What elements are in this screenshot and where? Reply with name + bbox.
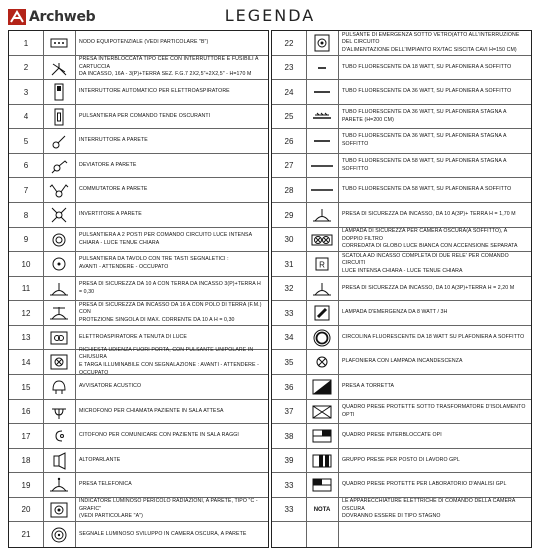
legend-row: [272, 424, 531, 449]
legend-row: [272, 498, 531, 522]
legend-row: [9, 449, 268, 473]
row-description: ELETTROASPIRATORE A TENUTA DI LUCE: [79, 333, 187, 340]
legend-row: [9, 473, 268, 498]
legend-row: [9, 129, 268, 154]
legend-row: [9, 105, 268, 129]
row-description: TUBO FLUORESCENTE DA 36 WATT, SU PLAFONIERA STAGNA A SOFFITTO: [342, 133, 507, 147]
tube-sealed-icon: [306, 105, 339, 128]
tube-mid-icon: [306, 80, 339, 104]
row-number: 28: [272, 178, 307, 202]
legend-row: [272, 80, 531, 105]
tube-mid-icon: [306, 129, 339, 153]
row-number: 19: [9, 473, 44, 497]
row-description: SEGNALE LUMINOSO SVILUPPO IN CAMERA OSCURA, A PARETE: [79, 530, 247, 537]
circle-x-icon: [306, 350, 339, 374]
legend-row: [272, 154, 531, 178]
row-description: INDICATORE LUMINOSO PERICOLO RADIAZIONI, A PARETE, TIPO "C - GRAFIC" (VEDI PARTICOLARE "A"): [79, 498, 258, 520]
circle-dot-icon: [43, 252, 76, 276]
row-description: PRESA DI SICUREZZA DA INCASSO, DA 10 A(3P)+ TERRA H = 1,70 M: [342, 211, 516, 218]
row-number: 3: [9, 80, 44, 104]
deviator-icon: [43, 154, 76, 177]
box-indicator-icon: [43, 498, 76, 521]
row-description: TUBO FLUORESCENTE DA 18 WATT, SU PLAFONIERA A SOFFITTO: [342, 63, 512, 70]
box-x-icon: [306, 400, 339, 423]
row-description: SCATOLA AD INCASSO COMPLETA DI DUE RELE' PER COMANDO CIRCUITI LUCE INTENSA CHIARA - LUCE TENUE CHIARA: [342, 252, 509, 274]
row-number: 16: [9, 400, 44, 423]
phone-socket-icon: [43, 473, 76, 497]
row-number: 2: [9, 56, 44, 79]
row-number: 15: [9, 375, 44, 399]
row-number: 27: [272, 154, 307, 177]
row-description: PRESA DI SICUREZZA DA 10 A CON TERRA DA INCASSO 3(P)+TERRA H = 0,30: [79, 280, 261, 295]
row-description: DEVIATORE A PARETE: [79, 161, 137, 168]
none-icon: [306, 522, 339, 547]
row-number: 25: [272, 105, 307, 128]
row-number: 20: [9, 498, 44, 521]
legend-row: [9, 203, 268, 228]
row-number: 39: [272, 449, 307, 472]
legend-row: [9, 346, 268, 376]
legend-row: [9, 56, 268, 80]
row-description: PULSANTIERA PER COMANDO TENDE OSCURANTI: [79, 112, 211, 119]
legend-row: [272, 375, 531, 400]
row-description: LE APPARECCHIATURE ELETTRICHE DI COMANDO DELLA CAMERA OSCURA DOVRANNO ESSERE DI TIPO STAGNO: [342, 498, 516, 520]
row-number: 32: [272, 277, 307, 300]
tube-long-icon: [306, 178, 339, 202]
box-split-icon: [306, 424, 339, 448]
box-split2-icon: [306, 473, 339, 497]
emergency-lamp-icon: [306, 301, 339, 325]
right-column: [272, 31, 531, 547]
box-infinity-icon: [43, 326, 76, 349]
row-number: 7: [9, 178, 44, 202]
row-number: 8: [9, 203, 44, 227]
microphone-icon: [43, 400, 76, 423]
row-description: [342, 522, 528, 547]
row-number: 12: [9, 301, 44, 325]
legend-row: [9, 228, 268, 252]
row-number: 36: [272, 375, 307, 399]
row-number: 10: [9, 252, 44, 276]
intercom-icon: [43, 424, 76, 448]
row-description: LAMPADA D'EMERGENZA DA 8 WATT / 3H: [342, 309, 448, 316]
box-lamp-icon: [43, 350, 76, 374]
box-double-x-icon: [306, 228, 339, 251]
row-number: 24: [272, 80, 307, 104]
row-description: RICHIESTA UDIENZA FUORI PORTA, CON PULSANTE UNIPOLARE IN CHIUSURA E TARGA ILLUMINABILE CON SEGNALAZIONE : AVANTI - ATTENDERE - OCCUPATO: [79, 346, 259, 376]
legend-row: [9, 522, 268, 547]
row-number: 33: [272, 473, 307, 497]
row-number: 18: [9, 449, 44, 472]
legend-row: [272, 301, 531, 326]
breaker-icon: [43, 80, 76, 104]
buzzer-icon: [43, 375, 76, 399]
row-number: 29: [272, 203, 307, 227]
row-description: TUBO FLUORESCENTE DA 58 WATT, SU PLAFONIERA STAGNA A SOFFITTO: [342, 157, 507, 172]
row-description: PRESA TELEFONICA: [79, 481, 132, 488]
row-number: 4: [9, 105, 44, 128]
speaker-icon: [43, 449, 76, 472]
row-description: MICROFONO PER CHIAMATA PAZIENTE IN SALA ATTESA: [79, 407, 224, 414]
legend-row: [272, 31, 531, 56]
row-description: PRESA A TORRETTA: [342, 383, 395, 390]
row-description: INTERRUTTORE A PARETE: [79, 137, 148, 144]
row-description: PRESA DI SICUREZZA DA INCASSO, DA 10 A(3P)+TERRA H = 2,20 M: [342, 284, 515, 291]
double-ring-icon: [306, 326, 339, 349]
legend-row: [272, 56, 531, 80]
legend-row: [272, 228, 531, 252]
double-circle-icon: [43, 228, 76, 251]
row-number: 23: [272, 56, 307, 79]
row-number: 26: [272, 129, 307, 153]
row-number: 14: [9, 350, 44, 374]
box-half-icon: [306, 375, 339, 399]
legend-row: [272, 105, 531, 129]
row-description: CITOFONO PER COMUNICARE CON PAZIENTE IN SALA RAGGI: [79, 432, 239, 439]
legend-row: [272, 203, 531, 228]
legend-row: [9, 154, 268, 178]
row-description: GRUPPO PRESE PER POSTO DI LAVORO GPL: [342, 456, 460, 463]
row-description: CIRCOLINA FLUORESCENTE DA 18 WATT SU PLAFONIERA A SOFFITTO: [342, 333, 525, 340]
legend-row: [272, 277, 531, 301]
row-description: PULSANTIERA DA TAVOLO CON TRE TASTI SEGNALETICI : AVANTI - ATTENDERE - OCCUPATO: [79, 256, 229, 270]
legend-row: [272, 473, 531, 498]
row-description: COMMUTATORE A PARETE: [79, 186, 148, 193]
legend-row: [272, 252, 531, 277]
row-number: 6: [9, 154, 44, 177]
row-description: ALTOPARLANTE: [79, 456, 121, 463]
legend-row: [272, 178, 531, 203]
interlocked-socket-icon: [43, 56, 76, 79]
row-description: TUBO FLUORESCENTE DA 58 WATT, SU PLAFONIERA A SOFFITTO: [342, 186, 512, 193]
row-description: QUADRO PRESE INTERBLOCCATE OPI: [342, 432, 442, 439]
nota-text: NOTA: [313, 506, 331, 513]
row-number: 31: [272, 252, 307, 276]
row-number: 22: [272, 31, 307, 55]
row-description: PRESA DI SICUREZZA DA INCASSO DA 16 A CON POLO DI TERRA (F.M.) CON PROTEZIONE SINGOLA DI MAX. CORRENTE DA 10 A H = 0,30: [79, 301, 262, 323]
legend-row: [9, 178, 268, 203]
row-number: 30: [272, 228, 307, 251]
row-description: INTERRUTTORE AUTOMATICO PER ELETTROASPIRATORE: [79, 88, 230, 95]
row-description: PULSANTIERA A 2 POSTI PER COMANDO CIRCUITO LUCE INTENSA CHIARA - LUCE TENUE CHIARA: [79, 231, 253, 246]
inverter-icon: [43, 203, 76, 227]
row-number: 13: [9, 326, 44, 349]
row-number: 33: [272, 301, 307, 325]
row-number: 34: [272, 326, 307, 349]
legend-row: [272, 400, 531, 424]
legend-row: [9, 277, 268, 301]
row-description: AVVISATORE ACUSTICO: [79, 383, 142, 390]
tube-short-icon: [306, 56, 339, 79]
legend-row: [9, 80, 268, 105]
socket-icon: [43, 277, 76, 300]
pushbutton-icon: [43, 105, 76, 128]
row-description: PRESA INTERBLOCCATA TIPO CEE CON INTERRUTTORE E FUSIBILI A CARTUCCIA DA INCASSO, 16A - 3(P)+TERRA SEZ. F.G.7 2X2,5"+2X2,5" - H=170 M: [79, 56, 259, 78]
tube-long-icon: [306, 154, 339, 177]
legend-row: [272, 449, 531, 473]
box-dots-icon: [43, 31, 76, 55]
box-bars-icon: [306, 449, 339, 472]
row-description: INVERTITORE A PARETE: [79, 211, 142, 218]
legend-row: [9, 400, 268, 424]
left-column: [9, 31, 268, 547]
row-description: NODO EQUIPOTENZIALE (VEDI PARTICOLARE "B"): [79, 39, 209, 46]
logo-text: Archweb: [29, 9, 96, 25]
row-description: QUADRO PRESE PROTETTE SOTTO TRASFORMATORE D'ISOLAMENTO OPTI: [342, 403, 526, 418]
svg-text:R: R: [319, 260, 325, 270]
row-number: 38: [272, 424, 307, 448]
row-number: 33: [272, 498, 307, 521]
row-number: 11: [9, 277, 44, 300]
row-description: TUBO FLUORESCENTE DA 36 WATT, SU PLAFONIERA STAGNA A PARETE (H=200 CM): [342, 108, 507, 123]
legend-row: [9, 31, 268, 56]
row-number: 37: [272, 400, 307, 423]
legend-row: [9, 375, 268, 400]
row-description: QUADRO PRESE PROTETTE PER LABORATORIO D'ANALISI GPL: [342, 481, 507, 488]
commutator-icon: [43, 178, 76, 202]
legend-row: [9, 252, 268, 277]
legend-title: LEGENDA: [224, 6, 316, 25]
legend-row: [272, 522, 531, 547]
socket-icon: [306, 203, 339, 227]
nota-label: [306, 498, 339, 521]
row-description: LAMPADA DI SICUREZZA PER CAMERA OSCURA(A SOFFITTO), A DOPPIO FILTRO CORREDATA DI GLOBO LUCE BIANCA CON ACCENSIONE SEPARATA: [342, 228, 518, 250]
legend-row: [9, 301, 268, 326]
row-description: PLAFONIERA CON LAMPADA INCANDESCENZA: [342, 358, 463, 365]
row-number: 1: [9, 31, 44, 55]
legend-row: [9, 498, 268, 522]
switch-icon: [43, 129, 76, 153]
box-target-icon: [306, 31, 339, 55]
legend-row: [9, 424, 268, 449]
row-number: 5: [9, 129, 44, 153]
row-number: [272, 522, 307, 547]
row-description: TUBO FLUORESCENTE DA 36 WATT, SU PLAFONIERA A SOFFITTO: [342, 88, 512, 95]
legend-row: [272, 326, 531, 350]
legend-row: [272, 350, 531, 375]
row-number: 9: [9, 228, 44, 251]
row-number: 17: [9, 424, 44, 448]
row-description: PULSANTE DI EMERGENZA SOTTO VETRO(ATTO ALL'INTERRUZIONE DEL CIRCUITO D'ALIMENTAZIONE DELL'IMPIANTO RX/TAC SISCITA CAVI H=150 CM): [342, 31, 520, 53]
target-icon: [43, 522, 76, 547]
row-number: 35: [272, 350, 307, 374]
box-r-icon: [306, 252, 339, 276]
socket-protected-icon: [43, 301, 76, 325]
row-number: 21: [9, 522, 44, 547]
legend-row: [272, 129, 531, 154]
socket-icon: [306, 277, 339, 300]
